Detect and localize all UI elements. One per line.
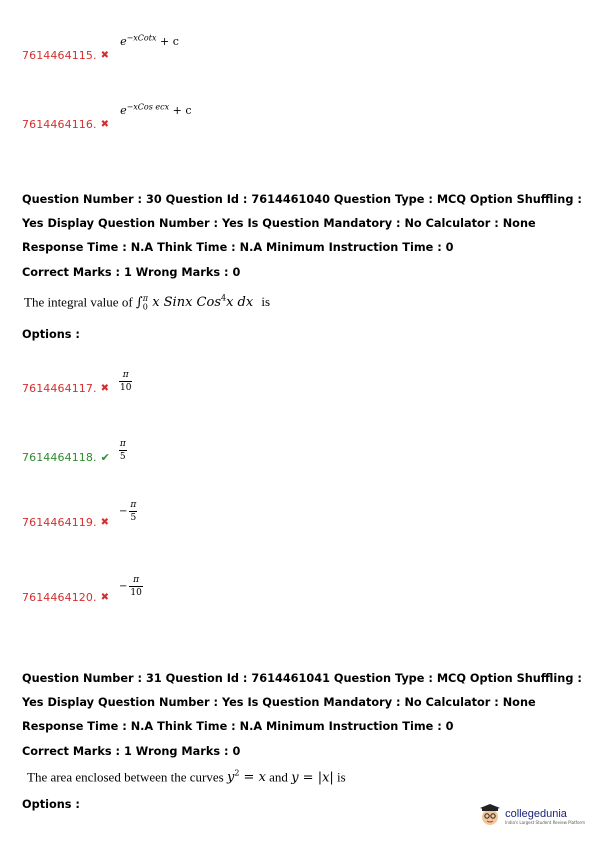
option-7614464118: [22, 431, 127, 462]
question-31-header: Question Number : 31 Question Id : 7614461041 Question Type : MCQ Option Shuffling : Yes Display Question Number : Yes Is Question Mandatory : No Calculator : None Response Time : N.A Think Time : N.A Minimum Instruction Time : 0: [22, 672, 582, 733]
logo-name: collegedunia: [505, 807, 567, 820]
wrong-mark-icon: ✖: [100, 592, 109, 603]
wrong-mark-icon: ✖: [100, 383, 109, 394]
option-value: − $\frac{\pi}{10}$: [118, 575, 142, 598]
option-id: 7614464115.: [22, 49, 97, 62]
option-7614464119: [22, 500, 137, 529]
wrong-mark-icon: ✖: [100, 517, 109, 528]
option-expression: $e^{-xCos ecx} + c$: [120, 102, 192, 117]
option-7614464116: [22, 99, 192, 131]
option-7614464120: [22, 575, 143, 604]
option-7614464115: [22, 30, 179, 62]
option-id: 7614464118.: [22, 451, 97, 464]
option-value: $\frac{\pi}{5}$: [119, 439, 126, 462]
question-31-options-label: Options :: [22, 798, 80, 811]
option-7614464117: [22, 362, 132, 393]
option-value: − $\frac{\pi}{5}$: [118, 500, 137, 523]
option-value: $\frac{\pi}{10}$: [119, 370, 132, 393]
question-31-text: The area enclosed between the curves $y^2 = x$ and y = |x| is: [27, 769, 346, 786]
collegedunia-logo: [478, 804, 585, 828]
option-id: 7614464116.: [22, 118, 97, 131]
question-31-marks: Correct Marks : 1 Wrong Marks : 0: [22, 745, 241, 758]
correct-check-icon: ✔: [100, 451, 110, 464]
question-30-text: The integral value of $\int_0^\pi$ x Sinx Cos$^4$x dx is: [24, 294, 271, 312]
option-expression: $e^{-xCotx} + c$: [120, 33, 179, 48]
mascot-icon: [478, 804, 502, 828]
option-id: 7614464119.: [22, 516, 97, 529]
wrong-mark-icon: ✖: [100, 50, 109, 61]
question-30-options-label: Options :: [22, 328, 80, 341]
question-30-marks: Correct Marks : 1 Wrong Marks : 0: [22, 266, 241, 279]
option-id: 7614464117.: [22, 382, 97, 395]
wrong-mark-icon: ✖: [100, 119, 109, 130]
question-30-header: Question Number : 30 Question Id : 7614461040 Question Type : MCQ Option Shuffling : Yes Display Question Number : Yes Is Question Mandatory : No Calculator : None Response Time : N.A Think Time : N.A Minimum Instruction Time : 0: [22, 193, 582, 254]
option-id: 7614464120.: [22, 591, 97, 604]
logo-tagline: India's Largest Student Review Platform: [505, 819, 585, 825]
